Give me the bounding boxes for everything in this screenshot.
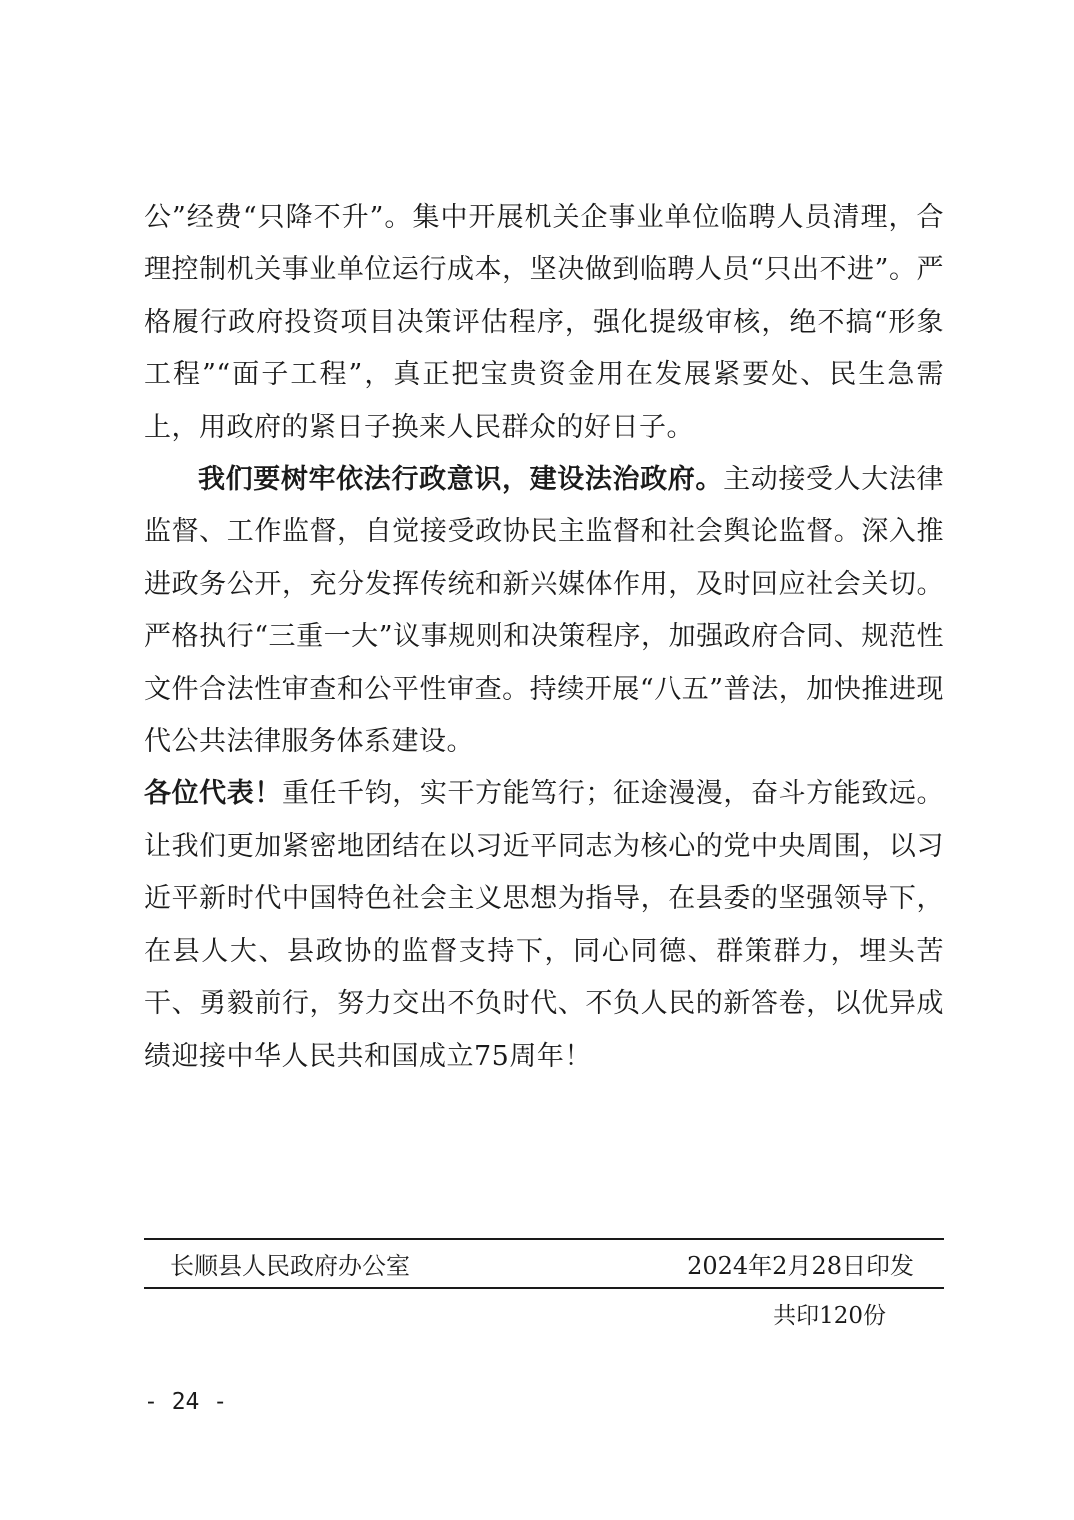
paragraph-lead-heading: 我们要树牢依法行政意识，建设法治政府。 <box>198 464 724 496</box>
footer-issue-date: 2024年2月28日印发 <box>687 1252 914 1280</box>
footer-issuer: 长顺县人民政府办公室 <box>170 1252 410 1280</box>
paragraph-body-text: 主动接受人大法律监督、工作监督，自觉接受政协民主监督和社会舆论监督。深入推进政务公开，充分发挥传统和新兴媒体作用，及时回应社会关切。严格执行“三重一大”议事规则和决策程序，加强政府合同、规范性文件合法性审查和公平性审查。持续开展“八五”普法，加快推进现代公共法律服务体系建设。 <box>144 464 945 758</box>
page-number: - 24 - <box>144 1389 228 1415</box>
paragraph-closing-address <box>144 768 944 1082</box>
paragraph-rule-of-law <box>144 454 944 768</box>
closing-body-text: 重任千钧，实干方能笃行；征途漫漫，奋斗方能致远。让我们更加紧密地团结在以习近平同志为核心的党中央周围，以习近平新时代中国特色社会主义思想为指导，在县委的坚强领导下，在县人大、县政协的监督支持下，同心同德、群策群力，埋头苦干、勇毅前行，努力交出不负时代、不负人民的新答卷，以优异成绩迎接中华人民共和国成立75周年！ <box>144 778 945 1072</box>
footer-bottom-rule <box>144 1287 944 1289</box>
footer-copy-count: 共印120份 <box>773 1303 886 1329</box>
document-body <box>144 192 944 1083</box>
footer-top-rule <box>144 1238 944 1240</box>
paragraph-frugal-government: 公”经费“只降不升”。集中开展机关企事业单位临聘人员清理，合理控制机关事业单位运行成本，坚决做到临聘人员“只出不进”。严格履行政府投资项目决策评估程序，强化提级审核，绝不搞“形象工程”“面子工程”，真正把宝贵资金用在发展紧要处、民生急需上，用政府的紧日子换来人民群众的好日子。 <box>144 202 944 443</box>
closing-salutation: 各位代表！ <box>144 778 282 810</box>
